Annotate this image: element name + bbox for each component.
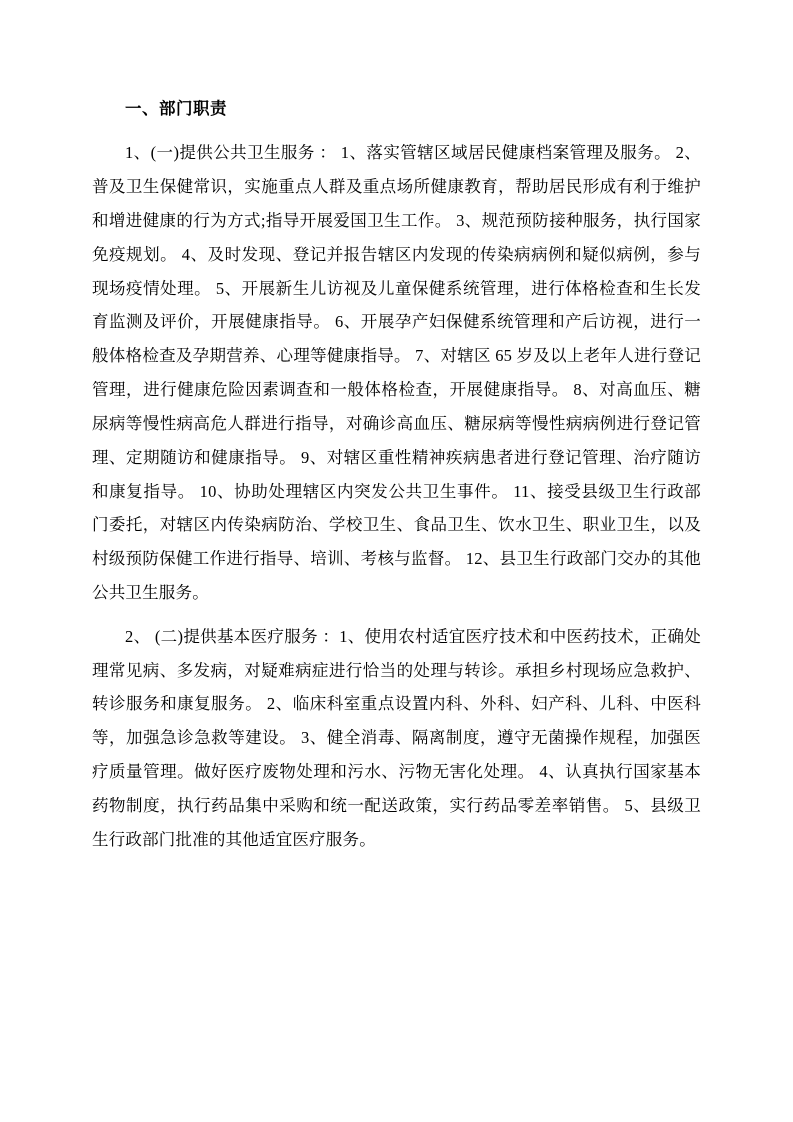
paragraph-public-health-services: 1、(一)提供公共卫生服务 ： 1、落实管辖区域居民健康档案管理及服务。 2、普及卫生保健常识，实施重点人群及重点场所健康教育，帮助居民形成有利于维护和增进健康的行为方式;指导开展爱国卫生工作。 3、规范预防接种服务，执行国家免疫规划。 4、及时发现、登记并报告辖区内发现的传染病病例和疑似病例，参与现场疫情处理。 5、开展新生儿访视及儿童保健系统管理，进行体格检查和生长发育监测及评价，开展健康指导。 6、开展孕产妇保健系统管理和产后访视，进行一般体格检查及孕期营养、心理等健康指导。 7、对辖区 65 岁及以上老年人进行登记管理，进行健康危险因素调查和一般体格检查，开展健康指导。 8、对高血压、糖尿病等慢性病高危人群进行指导，对确诊高血压、糖尿病等慢性病病例进行登记管理、定期随访和健康指导。 9、对辖区重性精神疾病患者进行登记管理、治疗随访和康复指导。 10、协助处理辖区内突发公共卫生事件。 11、接受县级卫生行政部门委托，对辖区内传染病防治、学校卫生、食品卫生、饮水卫生、职业卫生，以及村级预防保健工作进行指导、培训、考核与监督。 12、县卫生行政部门交办的其他公共卫生服务。 — [92, 143, 701, 602]
document-body — [92, 96, 701, 856]
heading-spacer — [92, 128, 701, 136]
section-heading-department-duties: 一、部门职责 — [125, 100, 227, 118]
paragraph-basic-medical-services: 2、 (二)提供基本医疗服务 ：1、使用农村适宜医疗技术和中医药技术，正确处理常见病、多发病，对疑难病症进行恰当的处理与转诊。承担乡村现场应急救护、转诊服务和康复服务。 2、临床科室重点设置内科、外科、妇产科、儿科、中医科等，加强急诊急救等建设。 3、健全消毒、隔离制度，遵守无菌操作规程，加强医疗质量管理。做好医疗废物处理和污水、污物无害化处理。 4、认真执行国家基本药物制度，执行药品集中采购和统一配送政策，实行药品零差率销售。 5、县级卫生行政部门批准的其他适宜医疗服务。 — [92, 626, 701, 849]
